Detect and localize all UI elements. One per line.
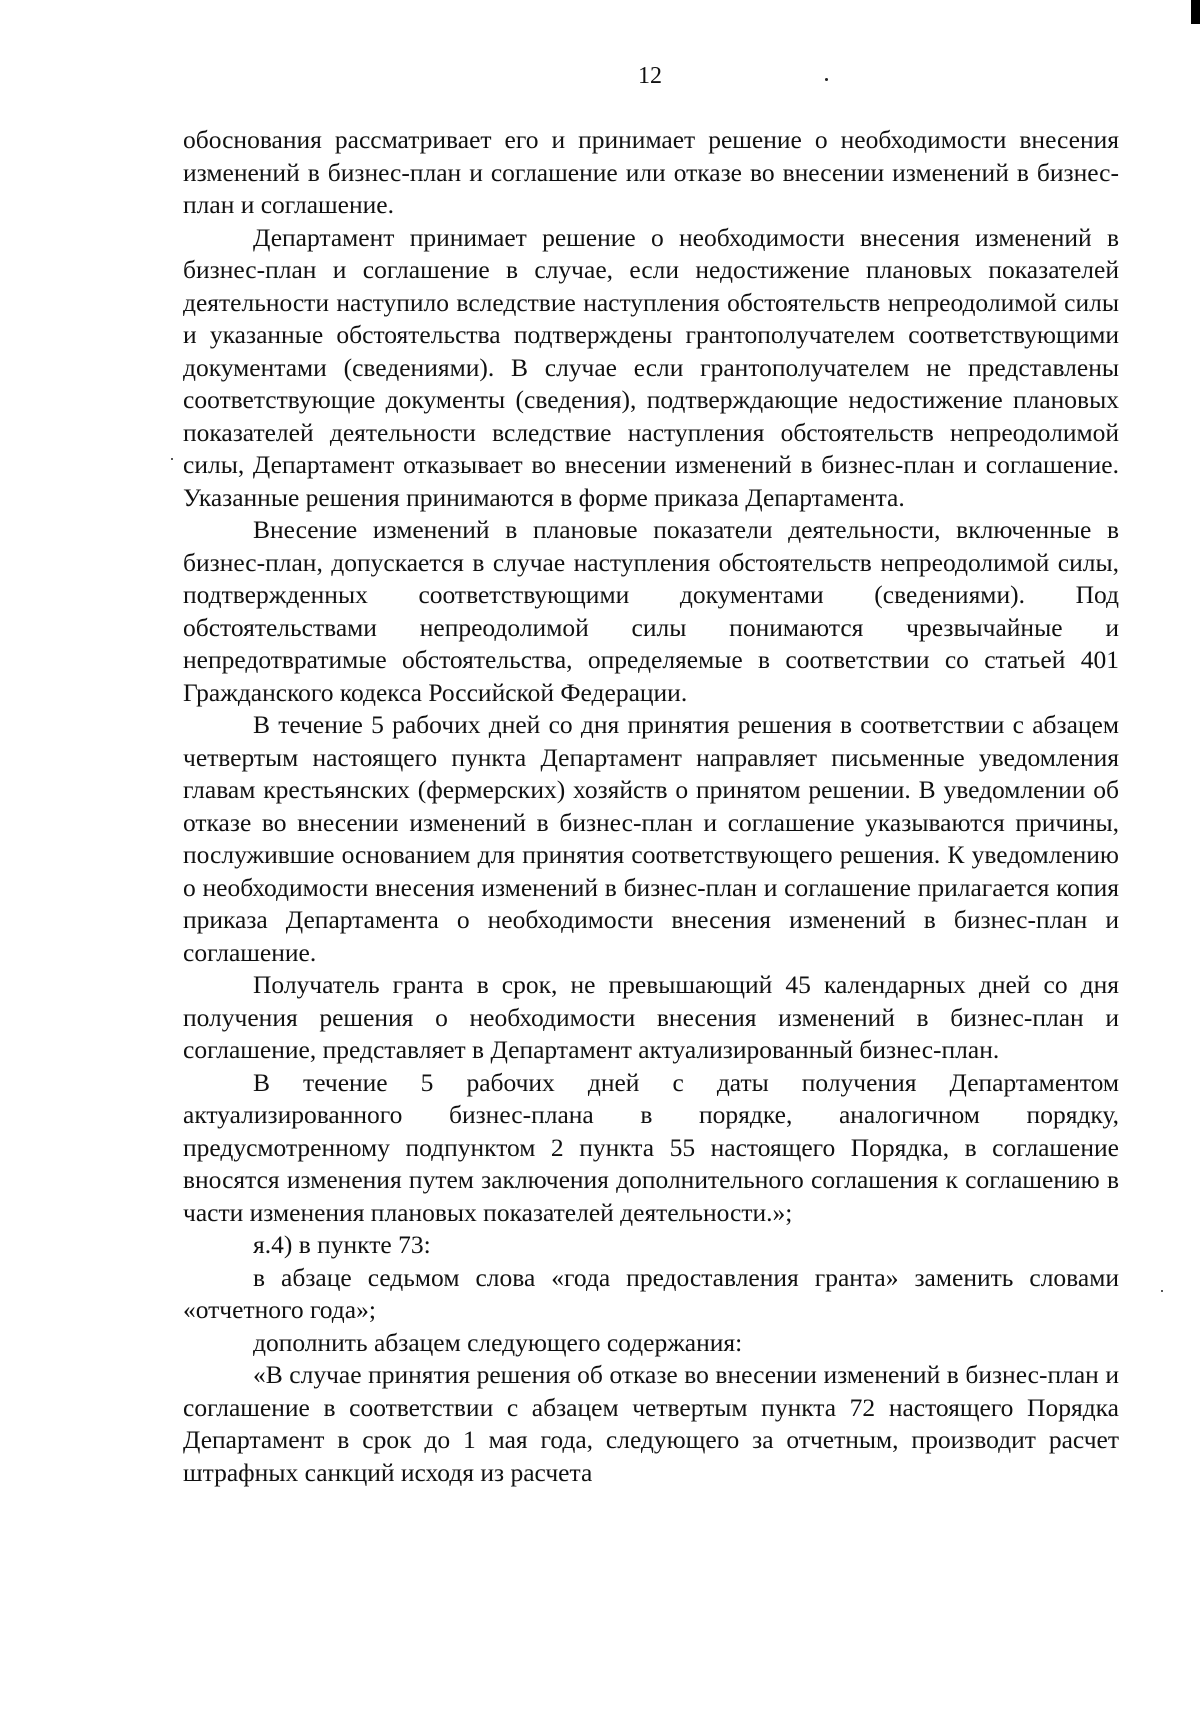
page-number: 12 (638, 63, 662, 89)
paragraph: В течение 5 рабочих дней со дня принятия решения в соответствии с абзацем четвертым настоящего пункта Департамент направляет письменные уведомления главам крестьянских (фермерских) хозяйств о принятом решении. В уведомлении об отказе во внесении изменений в бизнес-план и соглашение указываются причины, послужившие основанием для принятия соответствующего решения. К уведомлению о необходимости внесения изменений в бизнес-план и соглашение прилагается копия приказа Департамента о необходимости внесения изменений в бизнес-план и соглашение. (183, 710, 1119, 967)
paragraph-continuation: обоснования рассматривает его и принимает решение о необходимости внесения изменений в бизнес-план и соглашение или отказе во внесении изменений в бизнес-план и соглашение. (183, 125, 1119, 219)
paragraph: Департамент принимает решение о необходимости внесения изменений в бизнес-план и соглашение в случае, если недостижение плановых показателей деятельности наступило вследствие наступления обстоятельств непреодолимой силы и указанные обстоятельства подтверждены грантополучателем соответствующими документами (сведениями). В случае если грантополучателем не представлены соответствующие документы (сведения), подтверждающие недостижение плановых показателей деятельности вследствие наступления обстоятельств непреодолимой силы, Департамент отказывает во внесении изменений в бизнес-план и соглашение. Указанные решения принимаются в форме приказа Департамента. (183, 222, 1119, 512)
paragraph: Получатель гранта в срок, не превышающий 45 календарных дней со дня получения решения о необходимости внесения изменений в бизнес-план и соглашение, представляет в Департамент актуализированный бизнес-план. (183, 970, 1119, 1064)
paragraph: В течение 5 рабочих дней с даты получения Департаментом актуализированного бизнес-плана в порядке, аналогичном порядку, предусмотренному подпунктом 2 пункта 55 настоящего Порядка, в соглашение вносятся изменения путем заключения дополнительного соглашения к соглашению в части изменения плановых показателей деятельности.»; (183, 1067, 1119, 1227)
paragraph-subitem: я.4) в пункте 73: (253, 1230, 431, 1259)
scan-speck (171, 458, 173, 460)
paragraph: в абзаце седьмом слова «года предоставления гранта» заменить словами «отчетного года»; (183, 1262, 1119, 1324)
document-body (183, 124, 1119, 1489)
scan-edge-mark (1191, 0, 1200, 24)
paragraph: «В случае принятия решения об отказе во внесении изменений в бизнес-план и соглашение в соответствии с абзацем четвертым пункта 72 настоящего Порядка Департамент в срок до 1 мая года, следующего за отчетным, производит расчет штрафных санкций исходя из расчета (183, 1360, 1119, 1487)
paragraph: дополнить абзацем следующего содержания: (253, 1327, 743, 1357)
scan-speck (1161, 1290, 1163, 1292)
paragraph: Внесение изменений в плановые показатели деятельности, включенные в бизнес-план, допускается в случае наступления обстоятельств непреодолимой силы, подтвержденных соответствующими документами (сведениями). Под обстоятельствами непреодолимой силы понимаются чрезвычайные и непредотвратимые обстоятельства, определяемые в соответствии со статьей 401 Гражданского кодекса Российской Федерации. (183, 515, 1119, 707)
